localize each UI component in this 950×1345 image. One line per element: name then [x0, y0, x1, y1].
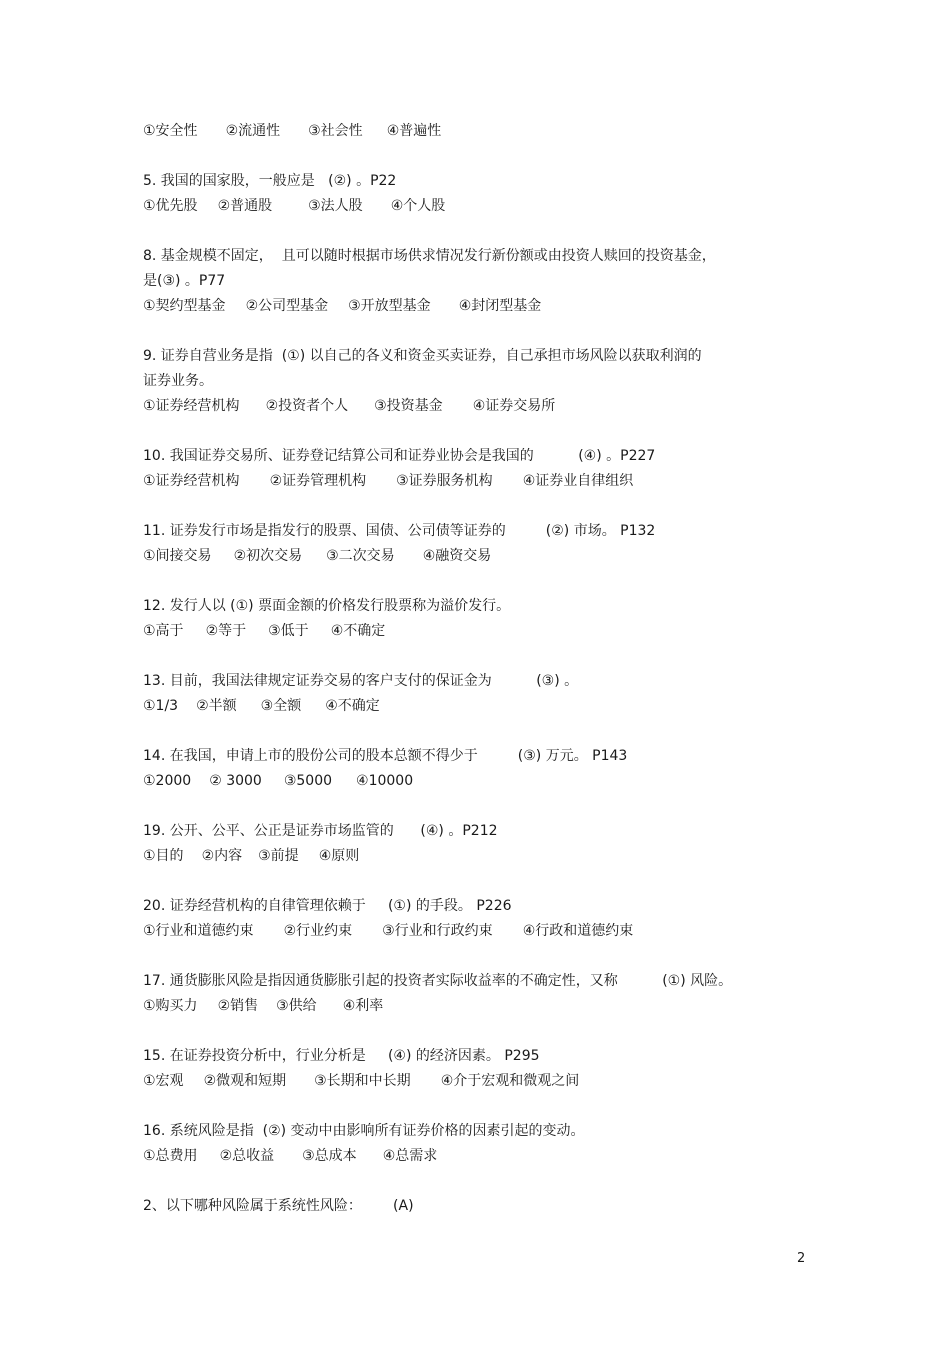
question-text: 2、以下哪种风险属于系统性风险： (A)	[143, 1198, 414, 1214]
option: ①总费用	[143, 1148, 198, 1164]
question-text: 17. 通货膨胀风险是指因通货膨胀引起的投资者实际收益率的不确定性，又称 (①) 风险。	[143, 973, 733, 989]
option: ④证券交易所	[472, 398, 556, 414]
option: ③供给	[276, 998, 317, 1014]
options-row	[143, 119, 823, 144]
option: ②行业约束	[283, 923, 353, 939]
option: ②微观和短期	[203, 1073, 287, 1089]
option: ①间接交易	[143, 548, 212, 564]
question-block	[143, 669, 823, 719]
option: ④行政和道德约束	[522, 923, 634, 939]
options-row	[143, 469, 823, 494]
document-body	[143, 119, 823, 1244]
option: ①证券经营机构	[143, 473, 240, 489]
option: ①2000	[143, 773, 192, 789]
option: ④介于宏观和微观之间	[440, 1073, 580, 1089]
question-block	[143, 1119, 823, 1169]
option: ④原则	[318, 848, 360, 864]
question-block	[143, 744, 823, 794]
question-text: 8. 基金规模不固定， 且可以随时根据市场供求情况发行新份额或由投资人赎回的投资基金，	[143, 248, 716, 264]
question-text: 是(③) 。P77	[143, 273, 226, 289]
question-block	[143, 1194, 823, 1219]
option: ③5000	[283, 773, 333, 789]
option: ③行业和行政约束	[382, 923, 493, 939]
option: ①购买力	[143, 998, 198, 1014]
question-text: 19. 公开、公平、公正是证券市场监管的 (④) 。P212	[143, 823, 498, 839]
options-row	[143, 619, 823, 644]
question-block	[143, 119, 823, 144]
question-text: 13. 目前，我国法律规定证券交易的客户支付的保证金为 (③) 。	[143, 673, 579, 689]
options-row	[143, 544, 823, 569]
option: ④利率	[342, 998, 384, 1014]
option: ②销售	[217, 998, 259, 1014]
option: ③长期和中长期	[314, 1073, 411, 1089]
option: ③全额	[260, 698, 302, 714]
question-text: 14. 在我国，申请上市的股份公司的股本总额不得少于 (③) 万元。 P143	[143, 748, 628, 764]
option: ②普通股	[217, 198, 273, 214]
option: ③低于	[268, 623, 309, 639]
option: ②公司型基金	[245, 298, 329, 314]
question-text: 16. 系统风险是指 (②) 变动中由影响所有证券价格的因素引起的变动。	[143, 1123, 585, 1139]
options-row	[143, 694, 823, 719]
question-text: 9. 证券自营业务是指 (①) 以自己的各义和资金买卖证券，自己承担市场风险以获取利润的	[143, 348, 702, 364]
question-text: 20. 证券经营机构的自律管理依赖于 (①) 的手段。 P226	[143, 898, 512, 914]
question-block	[143, 894, 823, 944]
question-block	[143, 594, 823, 644]
question-block	[143, 444, 823, 494]
option: ③证券服务机构	[396, 473, 493, 489]
options-row	[143, 194, 823, 219]
option: ④普遍性	[386, 123, 442, 139]
question-block	[143, 344, 823, 419]
question-block	[143, 969, 823, 1019]
option: ①高于	[143, 623, 184, 639]
option: ④不确定	[325, 698, 380, 714]
option: ①宏观	[143, 1073, 184, 1089]
options-row	[143, 994, 823, 1019]
option: ②总收益	[219, 1148, 275, 1164]
options-row	[143, 294, 823, 319]
option: ①安全性	[143, 123, 198, 139]
option: ②投资者个人	[265, 398, 349, 414]
question-text: 11. 证券发行市场是指发行的股票、国债、公司债等证券的 (②) 市场。 P132	[143, 523, 656, 539]
option: ③前提	[258, 848, 299, 864]
options-row	[143, 919, 823, 944]
option: ②初次交易	[233, 548, 303, 564]
option: ③法人股	[308, 198, 363, 214]
option: ③二次交易	[326, 548, 395, 564]
option: ③开放型基金	[348, 298, 431, 314]
option: ①优先股	[143, 198, 198, 214]
question-text: 12. 发行人以 (①) 票面金额的价格发行股票称为溢价发行。	[143, 598, 511, 614]
option: ④证券业自律组织	[522, 473, 634, 489]
option: ①目的	[143, 848, 184, 864]
question-block	[143, 169, 823, 219]
option: ②流通性	[225, 123, 281, 139]
question-block	[143, 244, 823, 319]
question-block	[143, 1044, 823, 1094]
option: ②半额	[196, 698, 237, 714]
option: ②内容	[201, 848, 243, 864]
option: ④总需求	[382, 1148, 438, 1164]
option: ①行业和道德约束	[143, 923, 254, 939]
option: ④融资交易	[422, 548, 492, 564]
option: ①1/3	[143, 698, 179, 714]
option: ② 3000	[209, 773, 262, 789]
question-block	[143, 519, 823, 569]
option: ①证券经营机构	[143, 398, 240, 414]
option: ②等于	[205, 623, 247, 639]
options-row	[143, 769, 823, 794]
option: ④个人股	[390, 198, 446, 214]
option: ④封闭型基金	[458, 298, 542, 314]
option: ③投资基金	[374, 398, 443, 414]
question-text: 15. 在证券投资分析中，行业分析是 (④) 的经济因素。 P295	[143, 1048, 540, 1064]
option: ③社会性	[308, 123, 363, 139]
option: ①契约型基金	[143, 298, 226, 314]
options-row	[143, 1069, 823, 1094]
question-text: 证券业务。	[143, 373, 213, 389]
option: ④10000	[356, 773, 414, 789]
question-text: 10. 我国证券交易所、证券登记结算公司和证券业协会是我国的 (④) 。P227	[143, 448, 656, 464]
options-row	[143, 1144, 823, 1169]
options-row	[143, 394, 823, 419]
page-number: 2	[797, 1251, 806, 1266]
question-block	[143, 819, 823, 869]
option: ②证券管理机构	[269, 473, 367, 489]
options-row	[143, 844, 823, 869]
question-text: 5. 我国的国家股，一般应是 (②) 。P22	[143, 173, 397, 189]
option: ③总成本	[302, 1148, 357, 1164]
option: ④不确定	[330, 623, 386, 639]
